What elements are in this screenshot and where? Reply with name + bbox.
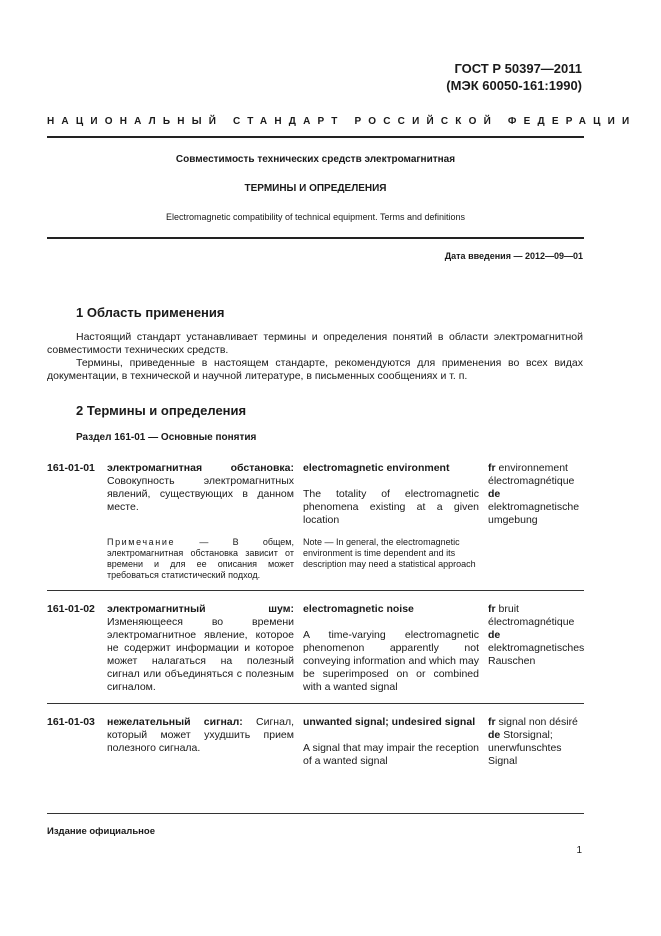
title-ru: Совместимость технических средств электромагнитная <box>175 154 456 165</box>
term-ru-text: Сигнал, который может ухудшить прием полезного сигнала. <box>107 716 294 754</box>
french-equivalent: fr signal non désiré <box>488 716 578 728</box>
term-en-block <box>303 716 479 768</box>
term-en: electromagnetic noise <box>303 603 414 615</box>
term-ru-definition <box>107 716 294 755</box>
term-ru-text: Изменяющееся во времени электромагнитное явление, которое не содержит информации и которое может налагаться на полезный сигнал или объединяться с полезным сигналом. <box>107 616 294 693</box>
term-ru: нежелательный сигнал: <box>107 716 243 728</box>
national-standard-banner: НАЦИОНАЛЬНЫЙ СТАНДАРТ РОССИЙСКОЙ ФЕДЕРАЦИИ <box>47 116 637 127</box>
french-equivalent: fr bruit électromagnétique <box>488 603 575 628</box>
term-id: 161-01-01 <box>47 462 95 474</box>
term-en-text: A signal that may impair the reception of a wanted signal <box>303 742 479 767</box>
footer-rule <box>47 813 584 814</box>
term-en: unwanted signal; undesired signal <box>303 716 476 728</box>
note-ru <box>107 537 294 581</box>
section-2-heading: 2 Термины и определения <box>76 403 247 418</box>
term-equivalents <box>488 603 584 668</box>
note-label: Примечание <box>107 537 176 547</box>
term-en: electromagnetic environment <box>303 462 450 474</box>
iec-reference: (МЭК 60050-161:1990) <box>446 78 582 93</box>
term-equivalents <box>488 462 584 527</box>
scope-paragraph-1: Настоящий стандарт устанавливает термины и определения понятий в области электромагнитной совместимости технических средств. <box>47 331 583 356</box>
title-rule <box>47 237 584 239</box>
term-id: 161-01-02 <box>47 603 95 615</box>
term-ru: электромагнитная обстановка: <box>107 462 294 474</box>
term-separator <box>47 590 584 591</box>
standard-number: ГОСТ Р 50397—2011 <box>454 61 582 76</box>
term-en-block <box>303 462 479 527</box>
term-en-block <box>303 603 479 694</box>
title-en: Electromagnetic compatibility of technical equipment. Terms and definitions <box>166 212 465 222</box>
scope-paragraph-2: Термины, приведенные в настоящем стандарте, рекомендуются для применения во всех видах документации, в технической и научной литературе, в письменных сообщениях и т. п. <box>47 357 583 382</box>
section-1-text <box>47 331 583 383</box>
header-rule <box>47 136 584 138</box>
term-equivalents <box>488 716 584 768</box>
term-en-text: The totality of electromagnetic phenomena existing at a given location <box>303 488 479 526</box>
term-ru-definition <box>107 462 294 514</box>
german-equivalent: de Storsignal; unerwfunschtes Signal <box>488 729 562 767</box>
edition-label: Издание официальное <box>47 826 155 837</box>
page-number: 1 <box>576 845 582 856</box>
term-ru-definition <box>107 603 294 694</box>
note-ru-text: — В общем, электромагнитная обстановка зависит от времени и для ее описания может требоваться статистический подход. <box>107 537 294 580</box>
subsection-heading: Раздел 161-01 — Основные понятия <box>76 432 257 443</box>
french-equivalent: fr environnement électromagnétique <box>488 462 575 487</box>
term-id: 161-01-03 <box>47 716 95 728</box>
term-separator <box>47 703 584 704</box>
term-ru: электромагнитный шум: <box>107 603 294 615</box>
subtitle-ru: ТЕРМИНЫ И ОПРЕДЕЛЕНИЯ <box>244 183 387 194</box>
note-en: Note — In general, the electromagnetic environment is time dependent and its description may need a statistical approach <box>303 537 476 569</box>
term-en-text: A time-varying electromagnetic phenomenon apparently not conveying information and which may be superimposed on or combined with a wanted signal <box>303 629 479 693</box>
introduction-date: Дата введения — 2012—09—01 <box>444 251 583 261</box>
term-ru-text: Совокупность электромагнитных явлений, существующих в данном месте. <box>107 475 294 513</box>
german-equivalent: de elektromagnetische umgebung <box>488 488 580 526</box>
german-equivalent: de elektromagnetisches Rauschen <box>488 629 585 667</box>
section-1-heading: 1 Область применения <box>76 305 225 320</box>
standard-designation <box>446 60 582 94</box>
